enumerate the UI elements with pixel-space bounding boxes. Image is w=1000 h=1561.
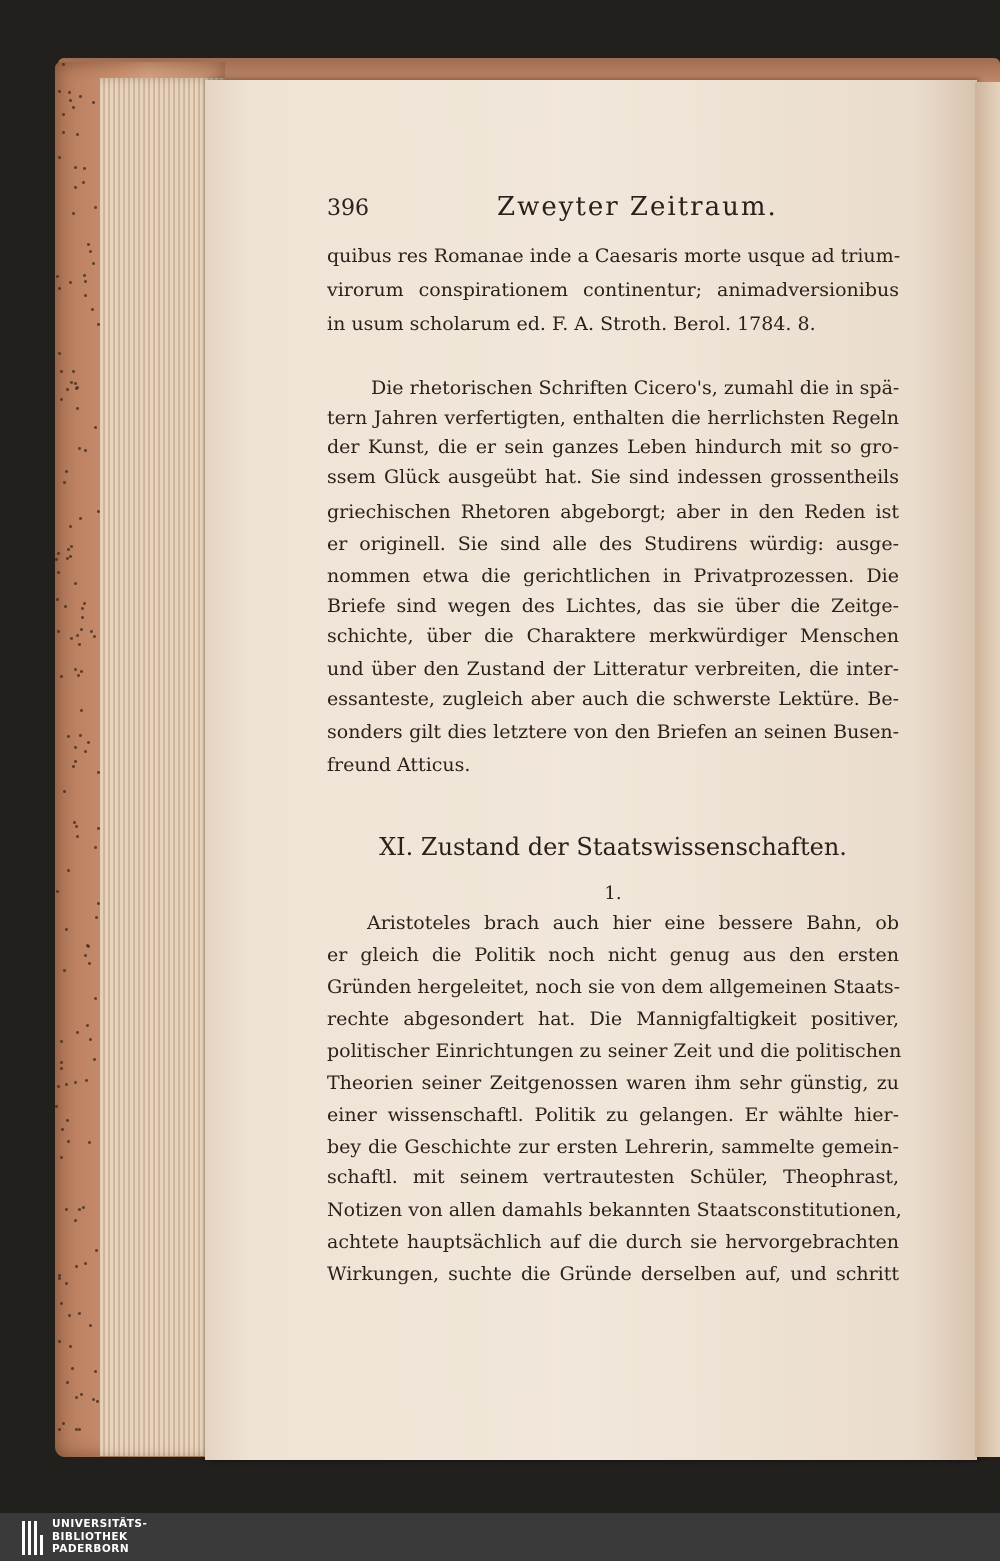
edge-speck — [80, 1393, 83, 1396]
edge-speck — [81, 607, 84, 610]
edge-speck — [74, 760, 77, 763]
edge-speck — [80, 709, 83, 712]
edge-speck — [74, 582, 77, 585]
text-line: Wirkungen, suchte die Gründe derselben auf, und schritt — [327, 1263, 899, 1285]
text-line: griechischen Rhetoren abgeborgt; aber in den Reden ist — [327, 501, 899, 523]
edge-speck — [74, 186, 77, 189]
edge-speck — [70, 637, 73, 640]
edge-speck — [60, 1067, 63, 1070]
edge-speck — [76, 407, 79, 410]
edge-speck — [84, 750, 87, 753]
edge-speck — [76, 1031, 79, 1034]
edge-speck — [66, 388, 69, 391]
edge-speck — [71, 1367, 74, 1370]
edge-speck — [89, 1324, 92, 1327]
edge-speck — [92, 262, 95, 265]
edge-speck — [66, 557, 69, 560]
facing-page-edge — [975, 82, 1000, 1457]
edge-speck — [95, 916, 98, 919]
edge-speck — [62, 131, 65, 134]
text-line: tern Jahren verfertigten, enthalten die herrlichsten Regeln — [327, 407, 899, 429]
library-name — [52, 1518, 147, 1556]
edge-speck — [65, 470, 68, 473]
edge-speck — [60, 1156, 63, 1159]
text-line: virorum conspirationem continentur; animadversionibus — [327, 279, 899, 301]
edge-speck — [56, 598, 59, 601]
edge-speck — [63, 969, 66, 972]
running-title: Zweyter Zeitraum. — [497, 192, 778, 222]
edge-speck — [78, 643, 81, 646]
edge-speck — [84, 449, 87, 452]
text-line: sonders gilt dies letztere von den Briefen an seinen Busen- — [327, 721, 899, 743]
edge-speck — [94, 426, 97, 429]
text-line: ssem Glück ausgeübt hat. Sie sind indessen grossentheils — [327, 466, 899, 488]
edge-speck — [85, 1079, 88, 1082]
edge-speck — [69, 281, 72, 284]
edge-speck — [89, 250, 92, 253]
text-line: schaftl. mit seinem vertrautesten Schüler, Theophrast, — [327, 1166, 899, 1188]
edge-speck — [57, 552, 60, 555]
edge-speck — [83, 167, 86, 170]
edge-speck — [82, 1206, 85, 1209]
edge-speck — [66, 1381, 69, 1384]
text-line: Die rhetorischen Schriften Cicero's, zumahl die in spä- — [371, 377, 900, 399]
text-line: freund Atticus. — [327, 754, 471, 776]
text-line: einer wissenschaftl. Politik zu gelangen. Er wählte hier- — [327, 1104, 899, 1126]
edge-speck — [58, 90, 61, 93]
edge-speck — [55, 558, 58, 561]
edge-speck — [69, 555, 72, 558]
edge-speck — [62, 1422, 65, 1425]
edge-speck — [78, 1208, 81, 1211]
edge-speck — [94, 1370, 97, 1373]
edge-speck — [58, 352, 61, 355]
edge-speck — [57, 1085, 60, 1088]
edge-speck — [66, 1119, 69, 1122]
text-line: nommen etwa die gerichtlichen in Privatprozessen. Die — [327, 565, 899, 587]
edge-speck — [89, 1038, 92, 1041]
edge-speck — [57, 571, 60, 574]
edge-speck — [75, 1396, 78, 1399]
section-heading: XI. Zustand der Staatswissenschaften. — [379, 833, 847, 861]
edge-speck — [78, 1428, 81, 1431]
section-number: 1. — [604, 883, 622, 904]
edge-speck — [88, 962, 91, 965]
edge-speck — [88, 1141, 91, 1144]
edge-speck — [75, 1428, 78, 1431]
edge-speck — [91, 308, 94, 311]
edge-speck — [72, 370, 75, 373]
edge-speck — [63, 481, 66, 484]
edge-speck — [94, 846, 97, 849]
edge-speck — [65, 1282, 68, 1285]
edge-speck — [84, 954, 87, 957]
edge-speck — [80, 628, 83, 631]
edge-speck — [60, 1302, 63, 1305]
edge-speck — [69, 1345, 72, 1348]
edge-speck — [79, 517, 82, 520]
edge-speck — [58, 1340, 61, 1343]
edge-speck — [61, 1128, 64, 1131]
edge-speck — [93, 635, 96, 638]
edge-speck — [69, 99, 72, 102]
edge-speck — [76, 634, 79, 637]
edge-speck — [56, 890, 59, 893]
text-line: Notizen von allen damahls bekannten Staatsconstitutionen, — [327, 1199, 902, 1221]
text-line: und über den Zustand der Litteratur verbreiten, die inter- — [327, 658, 899, 680]
library-name-line: UNIVERSITÄTS- — [52, 1518, 148, 1530]
edge-speck — [96, 1400, 99, 1403]
edge-speck — [60, 398, 63, 401]
edge-speck — [74, 746, 77, 749]
edge-speck — [84, 294, 87, 297]
edge-speck — [79, 95, 82, 98]
edge-speck — [80, 670, 83, 673]
edge-speck — [57, 630, 60, 633]
edge-speck — [70, 545, 73, 548]
library-name-line: PADERBORN — [52, 1543, 130, 1555]
edge-speck — [64, 605, 67, 608]
edge-speck — [86, 944, 89, 947]
edge-speck — [94, 206, 97, 209]
edge-speck — [56, 275, 59, 278]
edge-speck — [60, 370, 63, 373]
text-line: schichte, über die Charaktere merkwürdiger Menschen — [327, 625, 899, 647]
edge-speck — [72, 106, 75, 109]
text-line: Theorien seiner Zeitgenossen waren ihm sehr günstig, zu — [327, 1072, 899, 1094]
text-line: quibus res Romanae inde a Caesaris morte usque ad trium- — [327, 245, 901, 267]
edge-speck — [87, 243, 90, 246]
text-line: in usum scholarum ed. F. A. Stroth. Berol. 1784. 8. — [327, 313, 816, 335]
edge-speck — [69, 525, 72, 528]
edge-speck — [65, 1208, 68, 1211]
edge-speck — [79, 734, 82, 737]
edge-speck — [74, 382, 77, 385]
edge-speck — [58, 156, 61, 159]
edge-speck — [67, 869, 70, 872]
edge-speck — [94, 997, 97, 1000]
edge-speck — [74, 1219, 77, 1222]
edge-speck — [65, 928, 68, 931]
edge-speck — [78, 1312, 81, 1315]
edge-speck — [63, 790, 66, 793]
text-line: Gründen hergeleitet, noch sie von dem allgemeinen Staats- — [327, 976, 901, 998]
edge-speck — [83, 602, 86, 605]
edge-speck — [67, 548, 70, 551]
running-header — [327, 192, 899, 232]
text-line: er originell. Sie sind alle des Studirens würdig: ausge- — [327, 533, 899, 555]
text-line: bey die Geschichte zur ersten Lehrerin, sammelte gemein- — [327, 1136, 899, 1158]
edge-speck — [76, 133, 79, 136]
text-line: Briefe sind wegen des Lichtes, das sie über die Zeitge- — [327, 595, 899, 617]
text-line: politischer Einrichtungen zu seiner Zeit und die politischen — [327, 1040, 902, 1062]
edge-speck — [60, 1061, 63, 1064]
text-line: Aristoteles brach auch hier eine bessere Bahn, ob — [367, 912, 899, 934]
edge-speck — [62, 63, 65, 66]
edge-speck — [77, 674, 80, 677]
edge-speck — [72, 212, 75, 215]
edge-speck — [92, 101, 95, 104]
edge-speck — [73, 821, 76, 824]
edge-speck — [84, 1262, 87, 1265]
edge-speck — [58, 287, 61, 290]
edge-speck — [65, 1083, 68, 1086]
edge-speck — [78, 447, 81, 450]
edge-speck — [90, 630, 93, 633]
edge-speck — [74, 166, 77, 169]
edge-speck — [70, 381, 73, 384]
edge-speck — [58, 1428, 61, 1431]
edge-speck — [68, 91, 71, 94]
edge-speck — [62, 113, 65, 116]
page-number: 396 — [327, 196, 369, 221]
edge-speck — [87, 741, 90, 744]
library-name-line: BIBLIOTHEK — [52, 1530, 128, 1543]
edge-speck — [67, 1140, 70, 1143]
edge-speck — [83, 274, 86, 277]
edge-speck — [84, 280, 87, 283]
edge-speck — [68, 1314, 71, 1317]
text-line: rechte abgesondert hat. Die Mannigfaltigkeit positiver, — [327, 1008, 899, 1030]
library-logo-icon — [22, 1521, 44, 1555]
text-line: achtete hauptsächlich auf die durch sie hervorgebrachten — [327, 1231, 899, 1253]
edge-speck — [76, 835, 79, 838]
edge-speck — [92, 1398, 95, 1401]
edge-speck — [72, 765, 75, 768]
edge-speck — [60, 1040, 63, 1043]
text-line: essanteste, zugleich aber auch die schwerste Lektüre. Be- — [327, 688, 899, 710]
edge-speck — [82, 181, 85, 184]
edge-speck — [81, 616, 84, 619]
edge-speck — [60, 675, 63, 678]
text-line: der Kunst, die er sein ganzes Leben hindurch mit so gro- — [327, 436, 899, 458]
edge-speck — [75, 1265, 78, 1268]
footer-bar — [0, 1513, 1000, 1561]
edge-speck — [55, 1105, 58, 1108]
edge-speck — [95, 1249, 98, 1252]
edge-speck — [67, 735, 70, 738]
edge-speck — [74, 1081, 77, 1084]
edge-speck — [75, 387, 78, 390]
edge-speck — [74, 668, 77, 671]
text-line: er gleich die Politik noch nicht genug aus den ersten — [327, 944, 899, 966]
edge-speck — [75, 825, 78, 828]
edge-speck — [58, 1277, 61, 1280]
edge-speck — [93, 1058, 96, 1061]
edge-speck — [86, 1024, 89, 1027]
